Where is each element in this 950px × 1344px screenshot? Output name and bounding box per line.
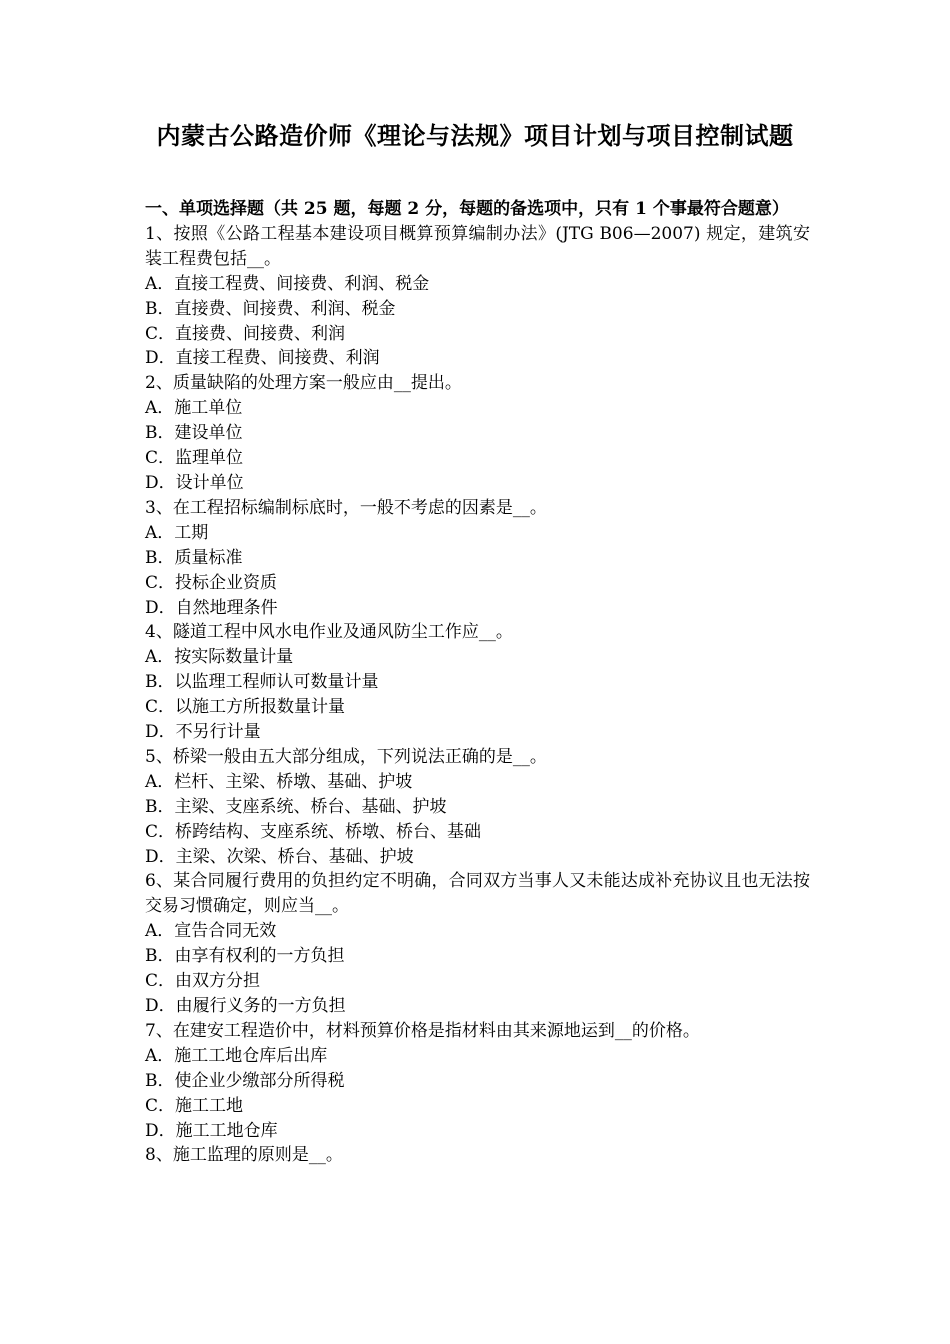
question-text: 8、施工监理的原则是__。 [145, 1145, 343, 1166]
question-text: 3、在工程招标编制标底时，一般不考虑的因素是__。 [145, 497, 547, 518]
option-d: D．设计单位 [145, 472, 244, 493]
option-a: A．工期 [145, 522, 209, 543]
option-c: C．以施工方所报数量计量 [145, 697, 346, 718]
question-5 [145, 745, 810, 870]
question-text: 5、桥梁一般由五大部分组成，下列说法正确的是__。 [145, 746, 547, 767]
option-d: D．主梁、次梁、桥台、基础、护坡 [145, 846, 414, 867]
option-a: A．施工单位 [145, 398, 243, 419]
question-8 [145, 1143, 810, 1168]
document-body [145, 197, 810, 1168]
option-b: B．直接费、间接费、利润、税金 [145, 298, 396, 319]
option-d: D．直接工程费、间接费、利润 [145, 348, 380, 369]
section-heading: 一、单项选择题（共 25 题，每题 2 分，每题的备选项中，只有 1 个事最符合题意） [145, 199, 789, 219]
option-c: C．直接费、间接费、利润 [145, 323, 346, 344]
option-c: C．监理单位 [145, 448, 244, 469]
option-a: A．按实际数量计量 [145, 647, 294, 668]
option-b: B．由享有权利的一方负担 [145, 946, 345, 967]
option-c: C．投标企业资质 [145, 572, 278, 593]
question-text: 2、质量缺陷的处理方案一般应由__提出。 [145, 373, 462, 394]
option-b: B．主梁、支座系统、桥台、基础、护坡 [145, 796, 447, 817]
question-text: 7、在建安工程造价中，材料预算价格是指材料由其来源地运到__的价格。 [145, 1020, 700, 1041]
option-c: C．由双方分担 [145, 971, 261, 992]
option-d: D．不另行计量 [145, 722, 261, 743]
option-b: B．建设单位 [145, 423, 243, 444]
question-6 [145, 869, 810, 1018]
document-title: 内蒙古公路造价师《理论与法规》项目计划与项目控制试题 [156, 121, 794, 150]
option-b: B．质量标准 [145, 547, 243, 568]
option-a: A．直接工程费、间接费、利润、税金 [145, 273, 430, 294]
option-c: C．桥跨结构、支座系统、桥墩、桥台、基础 [145, 821, 482, 842]
question-2 [145, 371, 810, 496]
option-d: D．由履行义务的一方负担 [145, 996, 346, 1016]
question-text: 6、某合同履行费用的负担约定不明确，合同双方当事人又未能达成补充协议且也无法按交易习惯确定，则应当__。 [145, 871, 810, 917]
option-a: A．施工工地仓库后出库 [145, 1045, 328, 1066]
option-c: C．施工工地 [145, 1095, 244, 1116]
question-1 [145, 222, 810, 371]
question-text: 1、按照《公路工程基本建设项目概算预算编制办法》(JTG B06—2007) 规定，建筑安装工程费包括__。 [145, 223, 810, 269]
question-7 [145, 1019, 810, 1144]
option-a: A．栏杆、主梁、桥墩、基础、护坡 [145, 771, 413, 792]
option-b: B．使企业少缴部分所得税 [145, 1070, 345, 1091]
option-a: A．宣告合同无效 [145, 921, 277, 942]
option-d: D．施工工地仓库 [145, 1120, 278, 1141]
option-b: B．以监理工程师认可数量计量 [145, 672, 379, 693]
question-4 [145, 620, 810, 745]
option-d: D．自然地理条件 [145, 597, 278, 618]
question-3 [145, 496, 810, 621]
question-text: 4、隧道工程中风水电作业及通风防尘工作应__。 [145, 622, 513, 643]
